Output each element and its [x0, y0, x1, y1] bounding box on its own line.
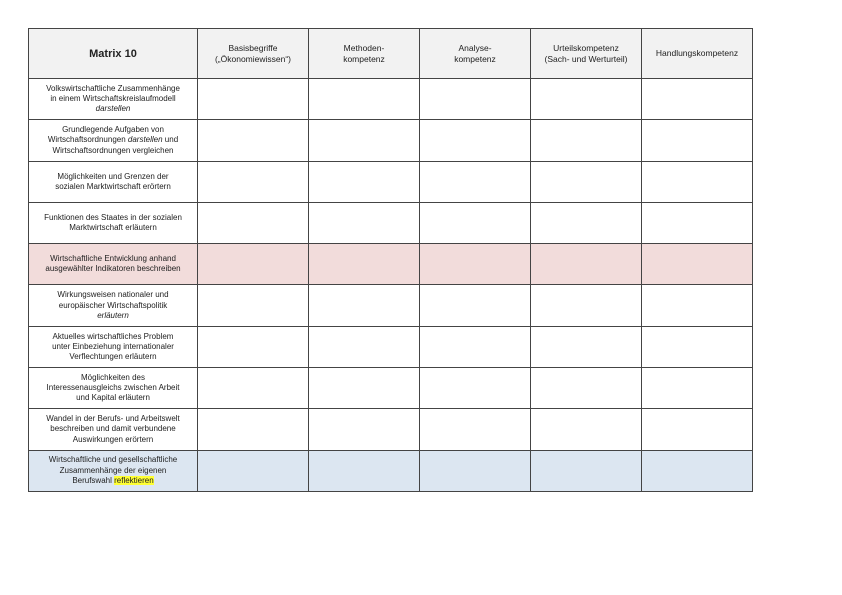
matrix-cell — [198, 120, 309, 161]
matrix-cell — [531, 79, 642, 120]
matrix-cell — [420, 202, 531, 243]
matrix-cell — [642, 244, 753, 285]
highlighted-word: reflektieren — [114, 475, 154, 485]
matrix-cell — [642, 79, 753, 120]
matrix-cell — [420, 368, 531, 409]
row-label: Möglichkeiten und Grenzen der sozialen Marktwirtschaft erörtern — [29, 161, 198, 202]
italic-word: darstellen — [127, 135, 163, 145]
column-header-urteilskompetenz: Urteilskompetenz (Sach- und Werturteil) — [531, 29, 642, 79]
matrix-cell — [531, 244, 642, 285]
table-row — [29, 79, 753, 120]
matrix-cell — [309, 79, 420, 120]
matrix-cell — [531, 120, 642, 161]
matrix-cell — [420, 409, 531, 450]
column-header-methodenkompetenz: Methoden- kompetenz — [309, 29, 420, 79]
matrix-cell — [642, 326, 753, 367]
matrix-cell — [198, 161, 309, 202]
table-row — [29, 409, 753, 450]
matrix-cell — [309, 409, 420, 450]
header-row — [29, 29, 753, 79]
matrix-cell — [198, 409, 309, 450]
row-label: Wirtschaftliche und gesellschaftliche Zusammenhänge der eigenen Berufswahl reflektieren — [29, 450, 198, 491]
row-label: Wandel in der Berufs- und Arbeitswelt beschreiben und damit verbundene Auswirkungen erörtern — [29, 409, 198, 450]
row-label: Volkswirtschaftliche Zusammenhänge in einem Wirtschaftskreislaufmodell darstellen — [29, 79, 198, 120]
matrix-cell — [420, 244, 531, 285]
table-row — [29, 326, 753, 367]
matrix-cell — [531, 368, 642, 409]
row-label: Funktionen des Staates in der sozialen Marktwirtschaft erläutern — [29, 202, 198, 243]
matrix-cell — [420, 161, 531, 202]
matrix-cell — [198, 244, 309, 285]
matrix-cell — [642, 368, 753, 409]
row-label: Möglichkeiten des Interessenausgleichs zwischen Arbeit und Kapital erläutern — [29, 368, 198, 409]
matrix-cell — [309, 120, 420, 161]
matrix-cell — [531, 409, 642, 450]
table-row-highlighted-red — [29, 244, 753, 285]
matrix-cell — [309, 161, 420, 202]
matrix-cell — [642, 202, 753, 243]
matrix-cell — [531, 202, 642, 243]
matrix-cell — [531, 450, 642, 491]
matrix-cell — [420, 450, 531, 491]
matrix-cell — [198, 285, 309, 326]
column-header-handlungskompetenz: Handlungskompetenz — [642, 29, 753, 79]
table-row — [29, 285, 753, 326]
table-row — [29, 202, 753, 243]
matrix-cell — [198, 202, 309, 243]
matrix-cell — [198, 450, 309, 491]
matrix-cell — [531, 285, 642, 326]
matrix-cell — [642, 120, 753, 161]
row-label: Wirtschaftliche Entwicklung anhand ausgewählter Indikatoren beschreiben — [29, 244, 198, 285]
table-row — [29, 368, 753, 409]
matrix-cell — [531, 161, 642, 202]
matrix-cell — [642, 409, 753, 450]
matrix-cell — [642, 285, 753, 326]
matrix-cell — [309, 244, 420, 285]
matrix-cell — [309, 285, 420, 326]
competency-matrix-table — [28, 28, 753, 492]
matrix-cell — [420, 326, 531, 367]
matrix-title: Matrix 10 — [29, 29, 198, 79]
matrix-cell — [309, 202, 420, 243]
matrix-cell — [309, 368, 420, 409]
table-row — [29, 120, 753, 161]
row-label: Aktuelles wirtschaftliches Problem unter Einbeziehung internationaler Verflechtungen erläutern — [29, 326, 198, 367]
row-label: Wirkungsweisen nationaler und europäischer Wirtschaftspolitik erläutern — [29, 285, 198, 326]
matrix-cell — [420, 79, 531, 120]
table-row-highlighted-blue — [29, 450, 753, 491]
matrix-cell — [642, 161, 753, 202]
matrix-cell — [198, 79, 309, 120]
matrix-cell — [420, 120, 531, 161]
column-header-analysekompetenz: Analyse- kompetenz — [420, 29, 531, 79]
row-label: Grundlegende Aufgaben von Wirtschaftsordnungen darstellen und Wirtschaftsordnungen vergleichen — [29, 120, 198, 161]
matrix-cell — [531, 326, 642, 367]
matrix-cell — [420, 285, 531, 326]
matrix-cell — [198, 326, 309, 367]
table-row — [29, 161, 753, 202]
matrix-cell — [309, 326, 420, 367]
matrix-cell — [198, 368, 309, 409]
matrix-cell — [642, 450, 753, 491]
matrix-cell — [309, 450, 420, 491]
column-header-basisbegriffe: Basisbegriffe („Ökonomiewissen“) — [198, 29, 309, 79]
